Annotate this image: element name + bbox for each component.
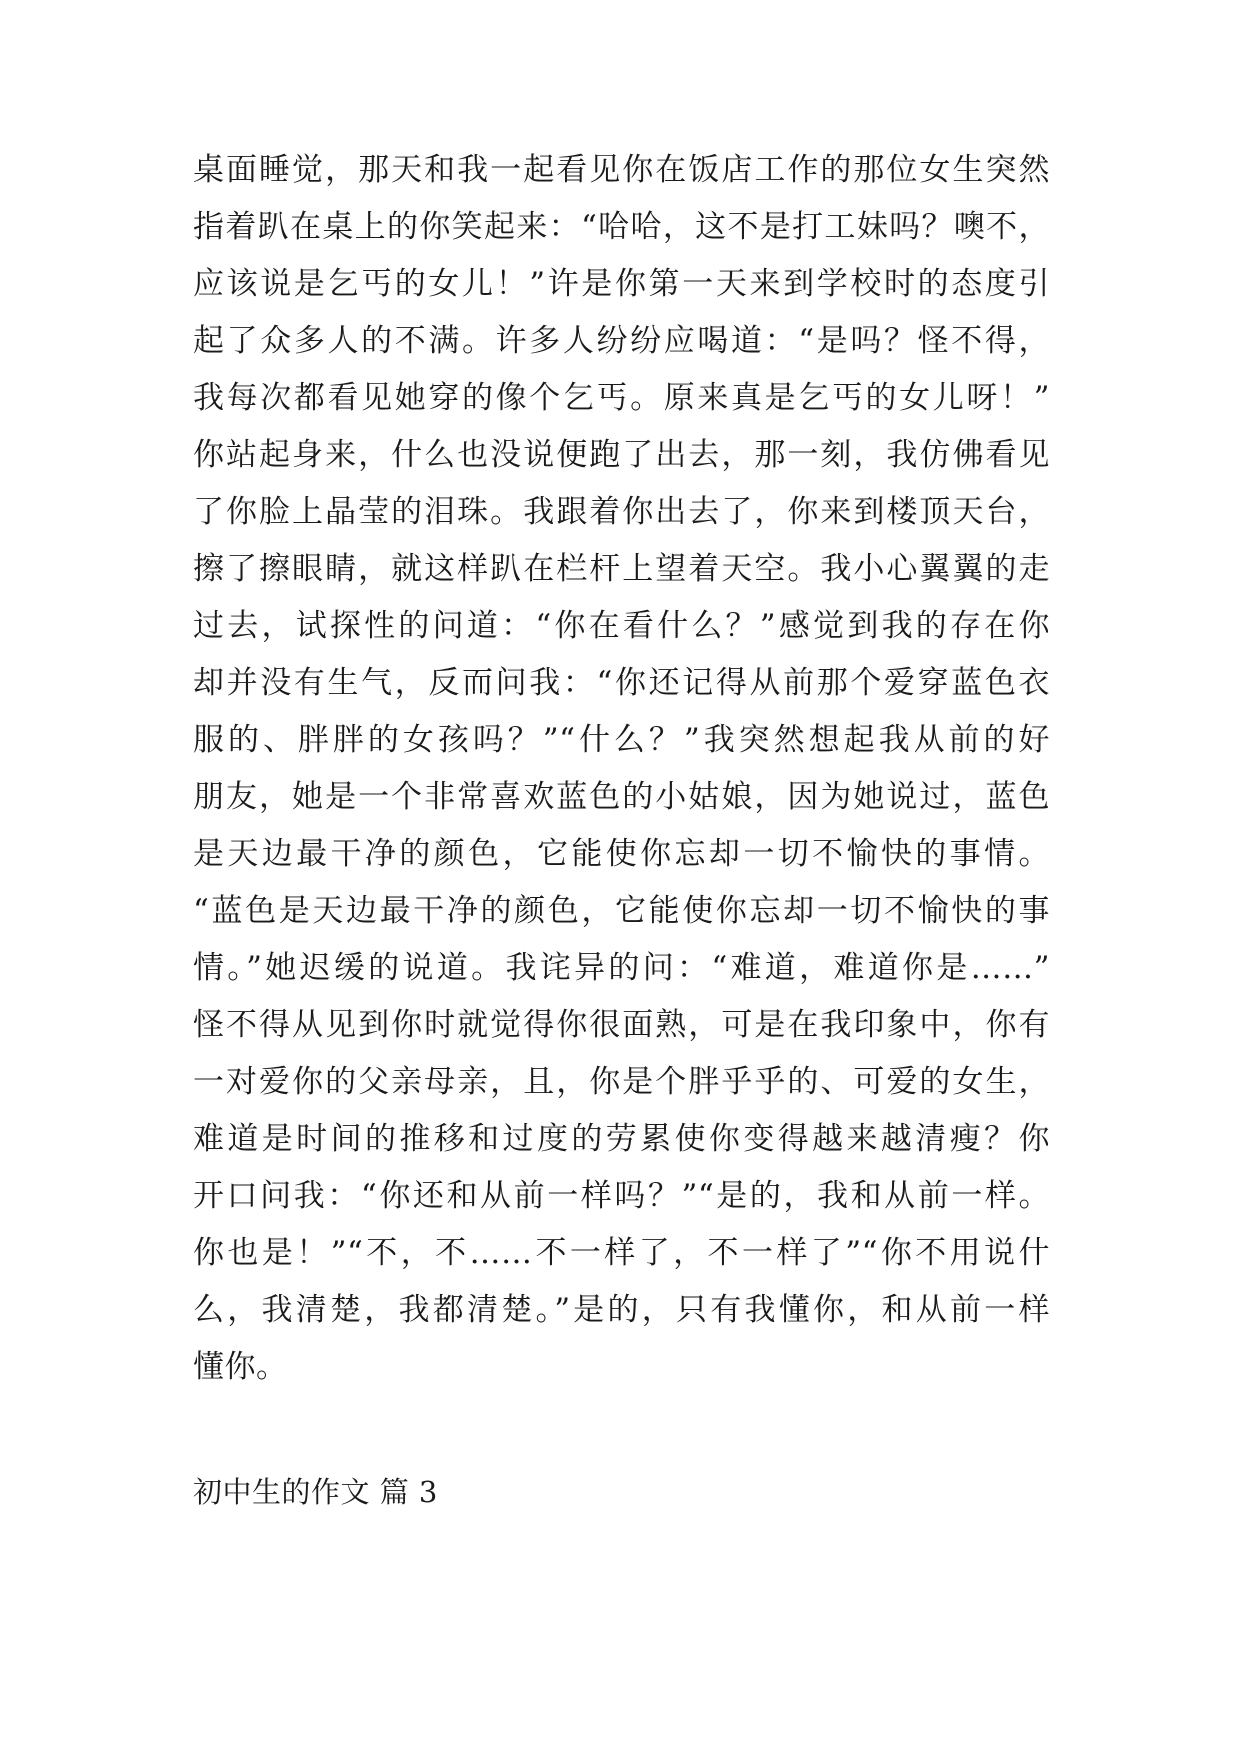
paragraph-line: 指着趴在桌上的你笑起来：“哈哈，这不是打工妹吗？噢不， [193,209,1050,245]
paragraph-line: 桌面睡觉，那天和我一起看见你在饭店工作的那位女生突然 [193,152,1050,188]
paragraph-line: 开口问我：“你还和从前一样吗？”“是的，我和从前一样。 [193,1178,1050,1214]
paragraph-line: 我每次都看见她穿的像个乞丐。原来真是乞丐的女儿呀！” [193,380,1050,416]
paragraph-line: 一对爱你的父亲母亲，且，你是个胖乎乎的、可爱的女生， [193,1064,1050,1100]
paragraph-line: “蓝色是天边最干净的颜色，它能使你忘却一切不愉快的事 [193,893,1050,929]
paragraph-line: 你也是！”“不，不……不一样了，不一样了”“你不用说什 [193,1235,1050,1271]
paragraph-line: 是天边最干净的颜色，它能使你忘却一切不愉快的事情。 [193,836,1050,872]
paragraph-line: 起了众多人的不满。许多人纷纷应喝道：“是吗？怪不得， [193,323,1050,359]
paragraph-line: 怪不得从见到你时就觉得你很面熟，可是在我印象中，你有 [193,1007,1050,1043]
paragraph-line: 么，我清楚，我都清楚。”是的，只有我懂你，和从前一样 [193,1292,1050,1328]
paragraph-line: 擦了擦眼睛，就这样趴在栏杆上望着天空。我小心翼翼的走 [193,551,1050,587]
paragraph-line: 你站起身来，什么也没说便跑了出去，那一刻，我仿佛看见 [193,437,1050,473]
paragraph-line: 服的、胖胖的女孩吗？”“什么？”我突然想起我从前的好 [193,722,1050,758]
paragraph-line: 应该说是乞丐的女儿！”许是你第一天来到学校时的态度引 [193,266,1050,302]
paragraph-line: 懂你。 [193,1349,288,1385]
paragraph-line: 朋友，她是一个非常喜欢蓝色的小姑娘，因为她说过，蓝色 [193,779,1050,815]
paragraph-line: 难道是时间的推移和过度的劳累使你变得越来越清瘦？你 [193,1121,1050,1157]
section-heading: 初中生的作文 篇 3 [193,1475,438,1509]
paragraph-line: 情。”她迟缓的说道。我诧异的问：“难道，难道你是……” [193,950,1050,986]
paragraph-line: 过去，试探性的问道：“你在看什么？”感觉到我的存在你 [193,608,1050,644]
paragraph-line: 了你脸上晶莹的泪珠。我跟着你出去了，你来到楼顶天台， [193,494,1050,530]
paragraph-line: 却并没有生气，反而问我：“你还记得从前那个爱穿蓝色衣 [193,665,1050,701]
